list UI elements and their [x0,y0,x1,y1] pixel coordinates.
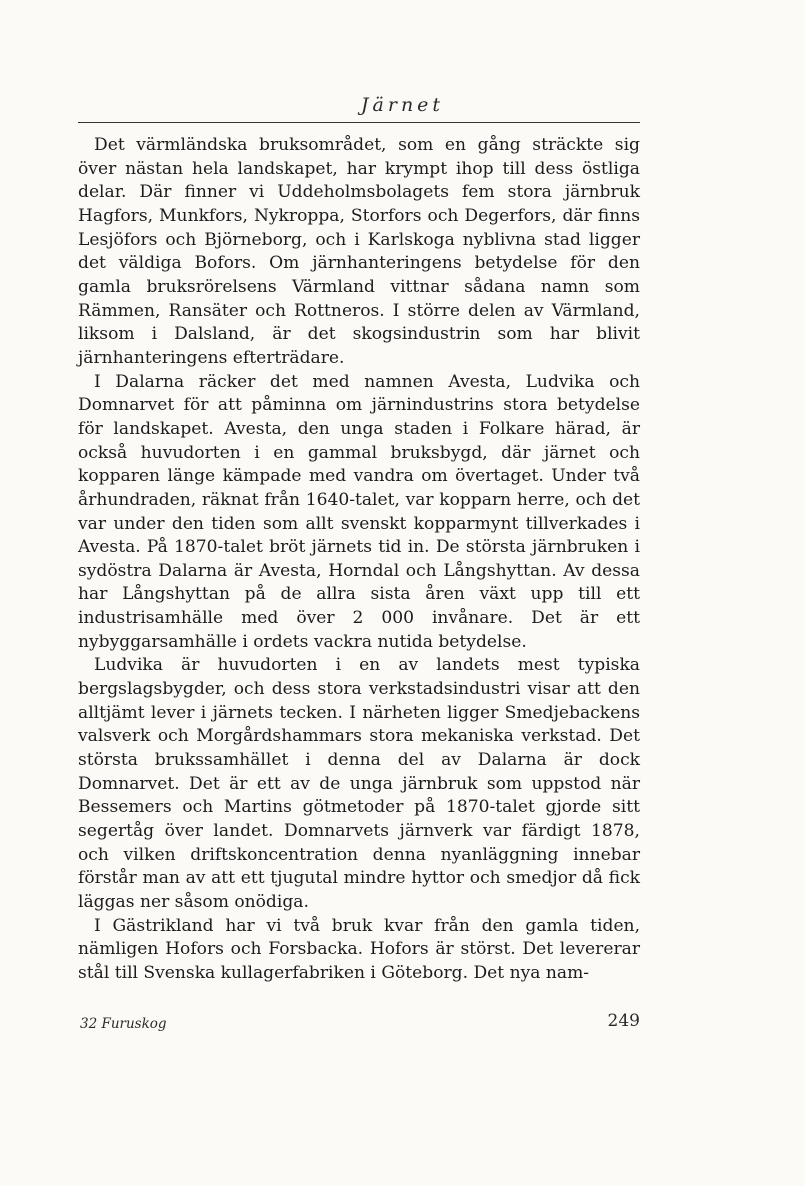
signature-mark: 32 Furuskog [80,1016,167,1032]
paragraph: Ludvika är huvudorten i en av landets mest typiska bergslagsbygder, och dess stora verkstadsindustri visar att den alltjämt lever i järnets tecken. I närheten ligger Smedjebackens valsverk och Morgårdshammars stora mekaniska verkstad. Det största brukssamhället i denna del av Dalarna är dock Domnarvet. Det är ett av de unga järnbruk som uppstod när Bessemers och Martins götmetoder på 1870-talet gjorde sitt segertåg över landet. Domnarvets järnverk var färdigt 1878, och vilken driftskoncentration denna nyanläggning innebar förstår man av att ett tjugutal mindre hyttor och smedjor då fick läggas ner såsom onödiga. [78,655,640,912]
body-text [78,134,640,986]
paragraph: I Gästrikland har vi två bruk kvar från den gamla tiden, nämligen Hofors och Forsbacka. Hofors är störst. Det levererar stål till Svenska kullagerfabriken i Göteborg. Det nya nam- [78,915,640,983]
header-rule [78,122,640,123]
running-title: Järnet [360,94,445,116]
paragraph: Det värmländska bruksområdet, som en gång sträckte sig över nästan hela landskapet, har krympt ihop till dess östliga delar. Där finner vi Uddeholmsbolagets fem stora järnbruk Hagfors, Munkfors, Nykroppa, Storfors och Degerfors, där finns Lesjöfors och Björneborg, och i Karlskoga nyblivna stad ligger det väldiga Bofors. Om järnhanteringens betydelse för den gamla bruksrörelsens Värmland vittnar sådana namn som Rämmen, Ransäter och Rottneros. I större delen av Värmland, liksom i Dalsland, är det skogsindustrin som har blivit järnhanteringens efterträdare. [78,135,640,368]
paragraph: I Dalarna räcker det med namnen Avesta, Ludvika och Domnarvet för att påminna om järnindustrins stora betydelse för landskapet. Avesta, den unga staden i Folkare härad, är också huvudorten i en gammal bruksbygd, där järnet och kopparen länge kämpade med vandra om övertaget. Under två århundraden, räknat från 1640-talet, var kopparn herre, och det var under den tiden som allt svenskt kopparmynt tillverkades i Avesta. På 1870-talet bröt järnets tid in. De största järnbruken i sydöstra Dalarna är Avesta, Horndal och Långshyttan. Av dessa har Långshyttan på de allra sista åren växt upp till ett industrisamhälle med över 2 000 invånare. Det är ett nybyggarsamhälle i ordets vackra nutida betydelse. [78,371,640,652]
page-number: 249 [607,1011,640,1031]
